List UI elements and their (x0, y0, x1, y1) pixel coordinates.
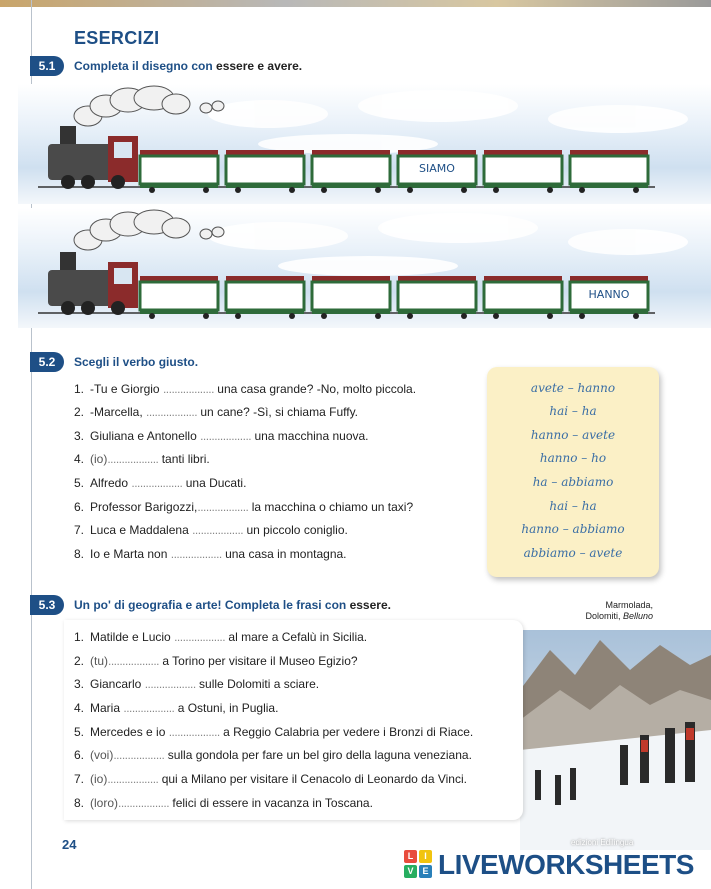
list-item: 5. Alfredo .................. una Ducati. (74, 476, 247, 490)
answer-blank[interactable]: .................. (118, 796, 170, 810)
list-item: 6. (voi).................. sulla gondola per fare un bel giro della laguna veneziana. (74, 748, 472, 762)
list-item: 8. (loro).................. felici di essere in vacanza in Toscana. (74, 796, 373, 810)
list-item: 8. Io e Marta non .................. una casa in montagna. (74, 547, 347, 561)
answer-blank[interactable]: .................. (200, 429, 252, 443)
list-item: 2. -Marcella, .................. un cane? -Sì, si chiama Fuffy. (74, 405, 359, 419)
list-item: 6. Professor Barigozzi,.................. la macchina o chiamo un taxi? (74, 500, 414, 514)
answer-blank[interactable]: .................. (197, 500, 249, 514)
exercise-5-1-number: 5.1 (30, 56, 64, 76)
mountain-photo (520, 630, 711, 850)
exercise-5-3-number: 5.3 (30, 595, 64, 615)
verb-option: hanno – avete (530, 428, 616, 442)
exercise-5-2-instruction: Scegli il verbo giusto. (74, 355, 199, 369)
list-item: 7. Luca e Maddalena .................. un piccolo coniglio. (74, 523, 348, 537)
exercise-5-1-instruction: Completa il disegno con essere e avere. (74, 59, 303, 73)
exercise-5-2-number: 5.2 (30, 352, 64, 372)
photo-caption: Marmolada, Dolomiti, Belluno (560, 598, 656, 624)
answer-blank[interactable]: .................. (107, 452, 159, 466)
list-item: 1. Matilde e Lucio .................. al mare a Cefalù in Sicilia. (74, 630, 368, 644)
train-illustration-2 (18, 208, 711, 328)
liveworksheets-brand[interactable] (404, 850, 694, 880)
train-illustration-1 (18, 84, 711, 204)
verb-option: hai – ha (549, 499, 597, 513)
list-item: 2. (tu).................. a Torino per visitare il Museo Egizio? (74, 654, 358, 668)
answer-blank[interactable]: .................. (123, 701, 175, 715)
verb-option: abbiamo – avete (523, 546, 623, 560)
list-item: 3. Giuliana e Antonello .................. una macchina nuova. (74, 429, 369, 443)
wagon-answer-hanno[interactable]: HANNO (588, 288, 630, 301)
top-border (0, 0, 711, 7)
publisher-label: edizioni Edilingua (571, 838, 634, 847)
list-item: 3. Giancarlo .................. sulle Dolomiti a sciare. (74, 677, 320, 691)
page-title: ESERCIZI (74, 28, 160, 48)
answer-blank[interactable]: .................. (146, 405, 198, 419)
verb-option: avete – hanno (530, 381, 616, 395)
wagon-answer-siamo[interactable]: SIAMO (419, 162, 455, 175)
answer-blank[interactable]: .................. (174, 630, 226, 644)
list-item: 1. -Tu e Giorgio .................. una casa grande? -No, molto piccola. (74, 382, 417, 396)
verb-options-note (487, 367, 659, 577)
liveworksheets-logo-icon: L I V E (404, 850, 434, 880)
verb-option: hanno – ho (539, 451, 607, 465)
answer-blank[interactable]: .................. (192, 523, 244, 537)
page-number: 24 (62, 837, 77, 852)
list-item: 7. (io).................. qui a Milano per visitare il Cenacolo di Leonardo da Vinci. (74, 772, 467, 786)
answer-blank[interactable]: .................. (107, 772, 159, 786)
answer-blank[interactable]: .................. (162, 382, 214, 396)
exercise-5-3-box (64, 620, 523, 820)
list-item: 5. Mercedes e io .................. a Reggio Calabria per vedere i Bronzi di Riace. (74, 725, 474, 739)
exercise-5-3-instruction: Un po' di geografia e arte! Completa le frasi con essere. (74, 598, 391, 612)
answer-blank[interactable]: .................. (168, 725, 220, 739)
list-item: 4. (io).................. tanti libri. (74, 452, 210, 466)
wagons-row-1 (18, 84, 711, 204)
answer-blank[interactable]: .................. (170, 547, 222, 561)
answer-blank[interactable]: .................. (131, 476, 183, 490)
verb-option: hanno – abbiamo (521, 522, 625, 536)
verb-option: ha – abbiamo (532, 475, 614, 489)
answer-blank[interactable]: .................. (108, 654, 160, 668)
list-item: 4. Maria .................. a Ostuni, in Puglia. (74, 701, 279, 715)
answer-blank[interactable]: .................. (144, 677, 196, 691)
answer-blank[interactable]: .................. (113, 748, 165, 762)
liveworksheets-wordmark: LIVEWORKSHEETS (438, 849, 694, 880)
verb-option: hai – ha (549, 404, 597, 418)
wagons-row-2 (18, 208, 711, 328)
